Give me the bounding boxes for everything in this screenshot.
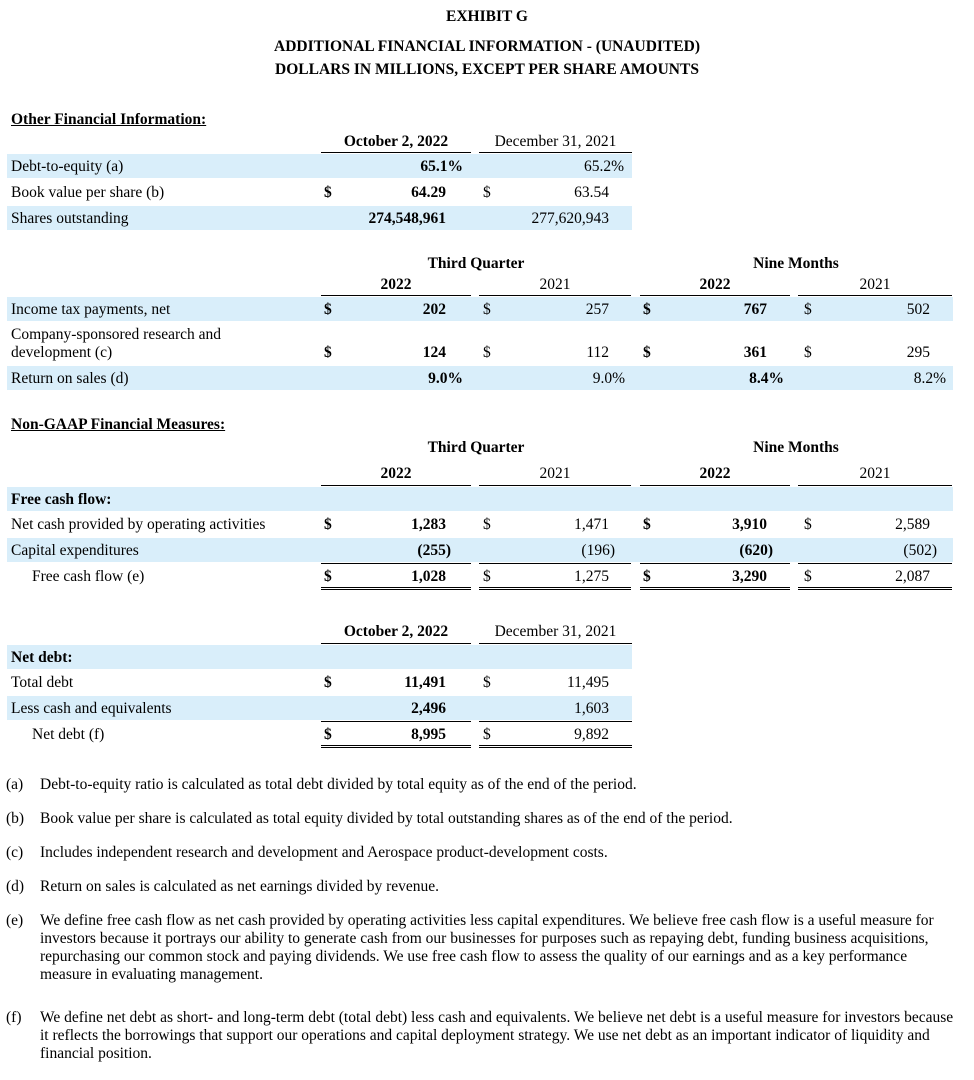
dollar-sign: $ — [483, 726, 491, 743]
dollar-sign: $ — [483, 516, 491, 533]
value-q-2021: 257 — [585, 301, 609, 318]
value-dec-2021: 277,620,943 — [531, 210, 609, 227]
dollar-sign: $ — [643, 568, 651, 585]
dollar-sign: $ — [324, 516, 332, 533]
value-nm-2022: (620) — [739, 542, 773, 559]
value-q-2021: 112 — [586, 344, 609, 361]
value-q-2021: 1,471 — [574, 516, 609, 533]
group-header-third-quarter: Third Quarter — [427, 255, 525, 272]
value-q-2022: 202 — [422, 301, 446, 318]
free-cash-flow-heading: Free cash flow: — [11, 491, 112, 508]
dollar-sign: $ — [324, 301, 332, 318]
dollar-sign: $ — [483, 184, 491, 201]
col-header-oct-2022: October 2, 2022 — [343, 623, 449, 640]
year-2021-nm: 2021 — [859, 276, 891, 293]
footnote-label: (f) — [6, 1009, 22, 1026]
dollar-sign: $ — [324, 568, 332, 585]
row-label: Company-sponsored research and — [11, 326, 222, 343]
footnote-label: (d) — [6, 878, 25, 895]
year-2022-nm: 2022 — [699, 276, 731, 293]
value-nm-2022: 3,290 — [732, 568, 767, 585]
group-header-nine-months: Nine Months — [753, 439, 839, 456]
footnote-text: Debt-to-equity ratio is calculated as total debt divided by total equity as of the end of the period. — [40, 776, 637, 793]
value-dec-2021: 63.54 — [574, 184, 609, 201]
row-label: Net cash provided by operating activities — [11, 516, 266, 533]
group-header-nine-months: Nine Months — [753, 255, 839, 272]
dollar-sign: $ — [483, 674, 491, 691]
footnote-label: (a) — [6, 776, 24, 793]
dollar-sign: $ — [643, 344, 651, 361]
footnote-label: (c) — [6, 844, 24, 861]
dollar-sign: $ — [804, 516, 812, 533]
row-label: Shares outstanding — [11, 210, 129, 227]
year-2022-q: 2022 — [380, 276, 412, 293]
value-q-2021: (196) — [581, 542, 615, 559]
value-nm-2021: 2,589 — [895, 516, 930, 533]
col-header-dec-2021: December 31, 2021 — [494, 623, 617, 640]
value-nm-2022: 3,910 — [732, 516, 767, 533]
value-nm-2021: 295 — [906, 344, 930, 361]
value-dec-2021: 9,892 — [574, 726, 609, 743]
dollar-sign: $ — [804, 344, 812, 361]
value-oct-2022: 64.29 — [411, 184, 446, 201]
year-2022-nm: 2022 — [699, 465, 731, 482]
row-label-continued: development (c) — [11, 344, 113, 361]
row-label: Income tax payments, net — [11, 301, 171, 318]
dollar-sign: $ — [324, 674, 332, 691]
dollar-sign: $ — [324, 726, 332, 743]
year-2021-q: 2021 — [539, 276, 571, 293]
row-label: Capital expenditures — [11, 542, 139, 559]
row-label: Free cash flow (e) — [32, 568, 145, 585]
value-nm-2021: 8.2% — [913, 370, 946, 387]
row-label: Less cash and equivalents — [11, 700, 172, 717]
value-nm-2022: 767 — [743, 301, 767, 318]
footnote-label: (b) — [6, 810, 25, 827]
footnote-text: Return on sales is calculated as net earnings divided by revenue. — [40, 878, 439, 895]
dollar-sign: $ — [483, 568, 491, 585]
row-label: Book value per share (b) — [11, 184, 165, 201]
value-oct-2022: 2,496 — [411, 700, 446, 717]
col-header-oct-2022: October 2, 2022 — [343, 133, 449, 150]
value-oct-2022: 8,995 — [411, 726, 446, 743]
exhibit-title: EXHIBIT G — [446, 8, 528, 25]
value-oct-2022: 11,491 — [404, 674, 446, 691]
value-q-2022: 1,028 — [411, 568, 446, 585]
value-q-2022: 124 — [422, 344, 446, 361]
value-q-2022: (255) — [417, 542, 451, 559]
value-dec-2021: 65.2% — [583, 158, 624, 175]
col-header-dec-2021: December 31, 2021 — [494, 133, 617, 150]
value-q-2022: 1,283 — [411, 516, 446, 533]
value-oct-2022: 274,548,961 — [368, 210, 446, 227]
value-nm-2022: 8.4% — [749, 370, 784, 387]
dollar-sign: $ — [483, 301, 491, 318]
dollar-sign: $ — [483, 344, 491, 361]
value-nm-2021: (502) — [903, 542, 937, 559]
other-financial-heading: Other Financial Information: — [11, 111, 207, 128]
year-2021-nm: 2021 — [859, 465, 891, 482]
non-gaap-heading: Non-GAAP Financial Measures: — [11, 416, 226, 433]
dollar-sign: $ — [324, 184, 332, 201]
value-q-2021: 9.0% — [592, 370, 625, 387]
document-subtitle: DOLLARS IN MILLIONS, EXCEPT PER SHARE AMOUNTS — [275, 61, 699, 78]
row-label: Total debt — [11, 674, 74, 691]
value-oct-2022: 65.1% — [420, 158, 463, 175]
year-2021-q: 2021 — [539, 465, 571, 482]
dollar-sign: $ — [643, 301, 651, 318]
footnote-text: We define free cash flow as net cash provided by operating activities less capital expenditures. We believe free cash flow is a useful measure for investors because it portrays our ability to generate cash from our businesses for purposes such as repaying debt, funding business acquisitions, repurchasing our common stock and paying dividends. We use free cash flow to assess the quality of our earnings and as a key performance measure in evaluating management. — [40, 912, 934, 983]
footnote-label: (e) — [6, 912, 24, 929]
net-debt-heading: Net debt: — [11, 649, 73, 666]
value-dec-2021: 1,603 — [574, 700, 609, 717]
dollar-sign: $ — [804, 568, 812, 585]
footnote-text: Book value per share is calculated as total equity divided by total outstanding shares as of the end of the period. — [40, 810, 733, 827]
group-header-third-quarter: Third Quarter — [427, 439, 525, 456]
row-label: Return on sales (d) — [11, 370, 129, 387]
value-nm-2021: 2,087 — [895, 568, 930, 585]
row-label: Net debt (f) — [32, 726, 105, 743]
year-2022-q: 2022 — [380, 465, 412, 482]
value-dec-2021: 11,495 — [566, 674, 609, 691]
footnote-text: We define net debt as short- and long-term debt (total debt) less cash and equivalents. We believe net debt is a useful measure for investors because it reflects the borrowings that support our operations and capital deployment strategy. We use net debt as an important indicator of liquidity and financial position. — [40, 1009, 954, 1062]
row-label: Debt-to-equity (a) — [11, 158, 124, 175]
footnote-text: Includes independent research and development and Aerospace product-development costs. — [40, 844, 608, 861]
dollar-sign: $ — [324, 344, 332, 361]
dollar-sign: $ — [643, 516, 651, 533]
value-q-2021: 1,275 — [574, 568, 609, 585]
value-nm-2022: 361 — [743, 344, 767, 361]
value-q-2022: 9.0% — [428, 370, 463, 387]
document-title: ADDITIONAL FINANCIAL INFORMATION - (UNAUDITED) — [274, 38, 700, 55]
value-nm-2021: 502 — [906, 301, 930, 318]
dollar-sign: $ — [804, 301, 812, 318]
